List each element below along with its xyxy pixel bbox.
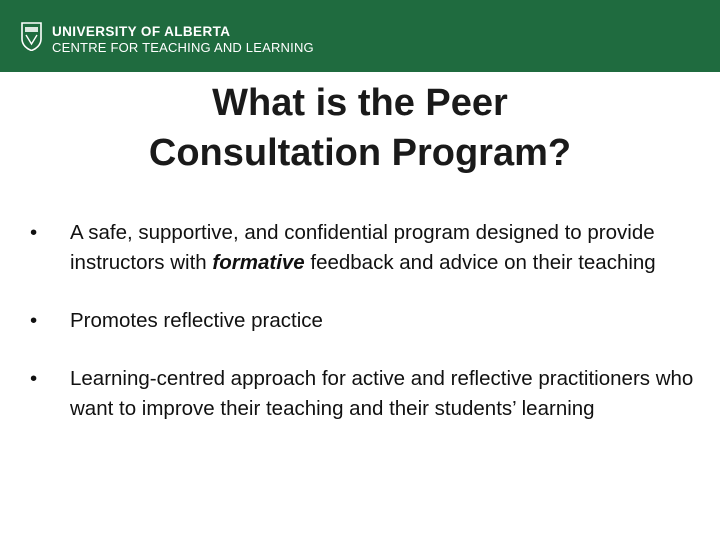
bullet-marker: • [30,221,38,244]
university-name: UNIVERSITY OF ALBERTA [52,24,231,39]
bullet-item [30,306,700,336]
slide-title-line2: Consultation Program? [148,132,572,174]
slide-title-line1: What is the Peer [212,82,508,124]
header-banner [0,0,720,72]
bullet-emphasis: formative [212,251,305,274]
bullet-item [30,218,700,278]
bullet-text: Learning-centred approach for active and reflective practitioners who want to improve their teaching and their students’ learning [70,367,694,420]
bullet-marker: • [30,309,38,332]
university-crest-icon [21,22,42,51]
bullet-list [30,218,700,424]
bullet-text-start: A safe, supportive, and confidential program designed to provide instructors with [70,221,655,274]
bullet-text-end: feedback and advice on their teaching [304,251,656,274]
bullet-item [30,364,700,424]
bullet-text: Promotes reflective practice [70,309,323,332]
bullet-marker: • [30,367,38,390]
centre-name: CENTRE FOR TEACHING AND LEARNING [52,40,314,55]
slide-title [0,78,720,178]
